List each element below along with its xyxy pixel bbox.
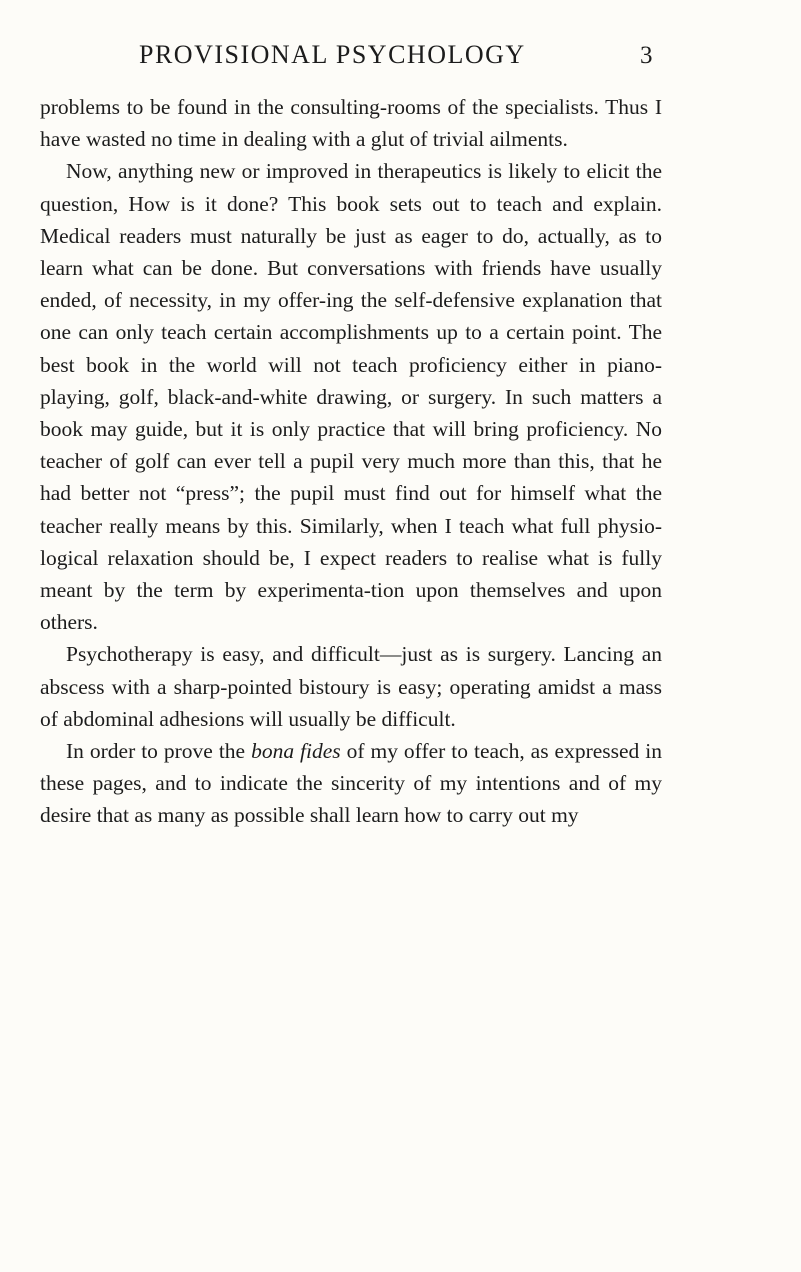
paragraph-4-start: In order to prove the xyxy=(66,739,252,764)
paragraph-1: problems to be found in the consulting-rooms of the specialists. Thus I have wasted no time in dealing with a glut of trivial ailments. xyxy=(40,95,662,152)
running-head xyxy=(0,40,801,80)
paragraph-3: Psychotherapy is easy, and difficult—just as is surgery. Lancing an abscess with a sharp-pointed bistoury is easy; operating amidst a mass of abdominal adhesions will usually be difficult. xyxy=(40,642,662,731)
paragraph-4-end: of my offer to teach, as expressed in these pages, and to indicate the sincerity of my intentions and of my desire that as many as possible shall learn how to carry out my xyxy=(40,739,663,828)
paragraph-4 xyxy=(40,735,662,832)
paragraph-2: Now, anything new or improved in therapeutics is likely to elicit the question, How is it done? This book sets out to teach and explain. Medical readers must naturally be just as eager to do, actually, as to learn what can be done. But conversations with friends have usually ended, of necessity, in my offer-ing the self-defensive explanation that one can only teach certain accomplishments up to a certain point. The best book in the world will not teach proficiency either in piano-playing, golf, black-and-white drawing, or surgery. In such matters a book may guide, but it is only practice that will bring proficiency. No teacher of golf can ever tell a pupil very much more than this, that he had better not “press”; the pupil must find out for himself what the teacher really means by this. Similarly, when I teach what full physio-logical relaxation should be, I expect readers to realise what is fully meant by the term by experimenta-tion upon themselves and upon others. xyxy=(40,159,662,635)
page-number: 3 xyxy=(640,42,653,69)
running-title: PROVISIONAL PSYCHOLOGY xyxy=(139,40,526,69)
body-text xyxy=(40,91,662,832)
italic-phrase: bona fides xyxy=(251,739,341,764)
